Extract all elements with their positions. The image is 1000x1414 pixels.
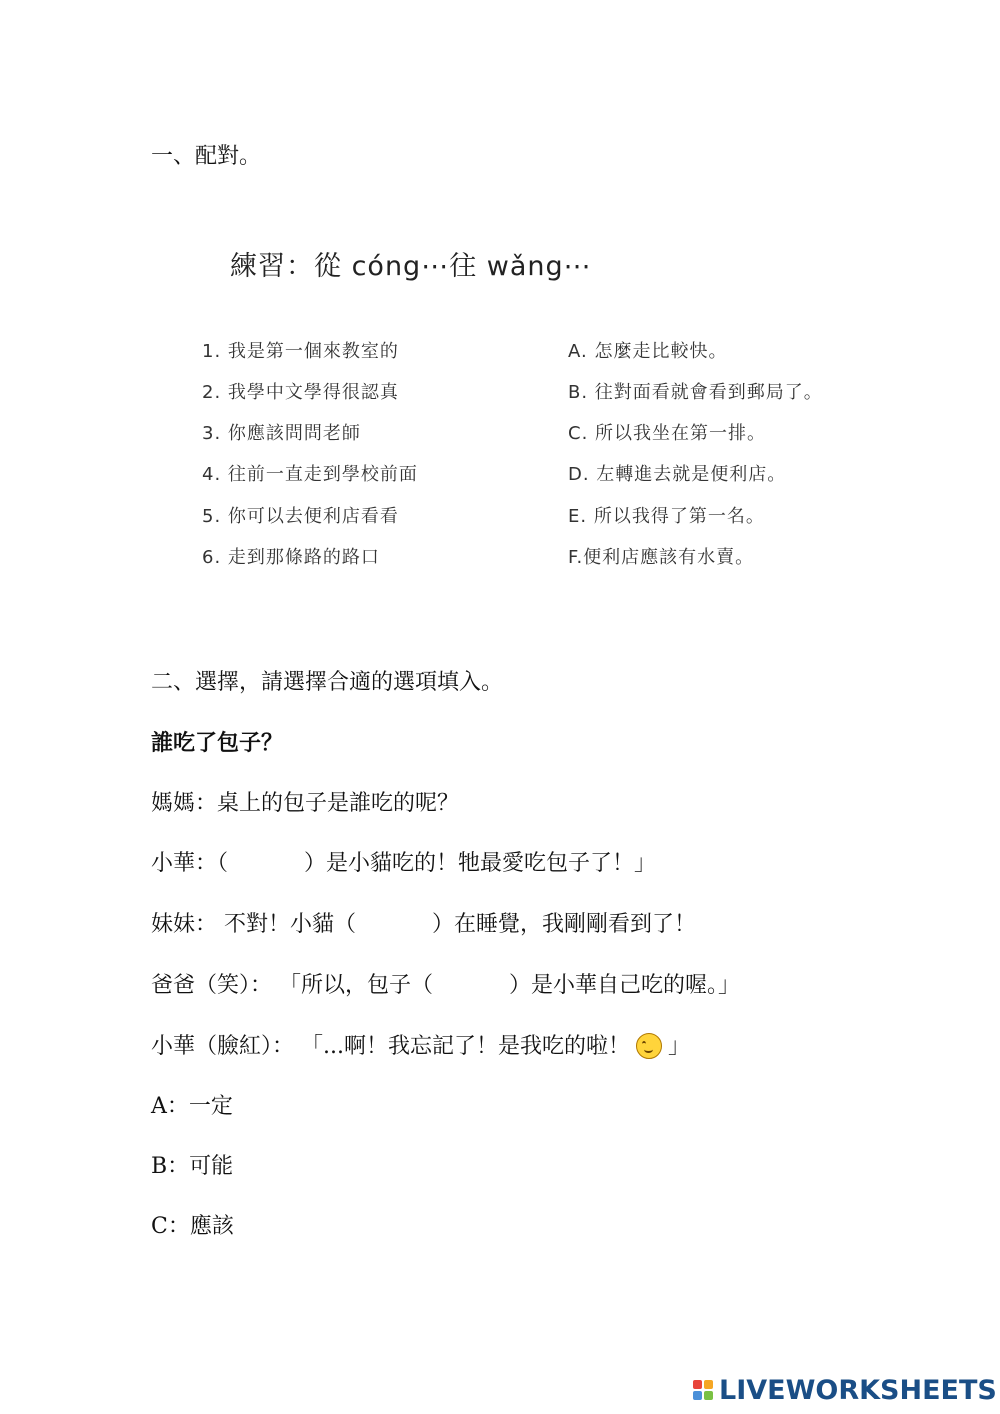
- exercise-title: 練習：從 cóng⋯往 wǎng⋯: [230, 251, 592, 282]
- dialogue-line-3: [151, 907, 696, 938]
- left-item-2: 2. 我學中文學得很認真: [202, 382, 399, 403]
- dialogue-line-3-end: ）在睡覺，我剛剛看到了！: [432, 912, 697, 937]
- liveworksheets-logo-icon: [693, 1380, 713, 1400]
- left-item-6: 6. 走到那條路的路口: [202, 547, 380, 568]
- dialogue-line-4: [151, 968, 740, 999]
- dialogue-line-4-end: ）是小華自己吃的喔。」: [509, 973, 741, 998]
- story-title: 誰吃了包子？: [151, 731, 284, 756]
- left-item-1: 1. 我是第一個來教室的: [202, 341, 399, 362]
- dialogue-line-2-end: ）是小貓吃的！牠最愛吃包子了！」: [304, 851, 657, 876]
- dialogue-line-4-start: 爸爸（笑）： 「所以，包子（: [151, 973, 433, 998]
- section1-heading: 一、配對。: [151, 144, 262, 169]
- smiley-face-icon: [636, 1033, 662, 1059]
- liveworksheets-logo[interactable]: [693, 1376, 997, 1404]
- logo-square-green: [704, 1391, 713, 1400]
- dialogue-line-5-start: 小華（臉紅）： 「...啊！我忘記了！是我吃的啦！: [151, 1034, 630, 1059]
- liveworksheets-logo-text: LIVEWORKSHEETS: [719, 1374, 997, 1406]
- logo-square-blue: [693, 1391, 702, 1400]
- logo-square-red: [693, 1380, 702, 1389]
- dialogue-line-2-start: 小華：（: [151, 851, 229, 876]
- left-item-5: 5. 你可以去便利店看看: [202, 506, 399, 527]
- option-b: B：可能: [151, 1154, 234, 1179]
- section2-heading: 二、選擇，請選擇合適的選項填入。: [151, 670, 504, 695]
- right-item-f: F.便利店應該有水賣。: [568, 547, 755, 568]
- dialogue-line-3-start: 妹妹： 不對！小貓（: [151, 912, 356, 937]
- dialogue-line-1: 媽媽：桌上的包子是誰吃的呢？: [151, 791, 460, 816]
- right-item-b: B. 往對面看就會看到郵局了。: [568, 382, 823, 403]
- right-item-e: E. 所以我得了第一名。: [568, 506, 765, 527]
- dialogue-line-2: [151, 846, 656, 877]
- left-item-3: 3. 你應該問問老師: [202, 423, 361, 444]
- option-a: A：一定: [151, 1094, 233, 1119]
- logo-square-orange: [704, 1380, 713, 1389]
- dialogue-line-5-end: 」: [667, 1034, 690, 1059]
- option-c: C：應該: [151, 1214, 234, 1239]
- right-item-c: C. 所以我坐在第一排。: [568, 423, 767, 444]
- right-item-d: D. 左轉進去就是便利店。: [568, 464, 787, 485]
- dialogue-line-5: [151, 1029, 690, 1060]
- right-item-a: A. 怎麼走比較快。: [568, 341, 728, 362]
- left-item-4: 4. 往前一直走到學校前面: [202, 464, 418, 485]
